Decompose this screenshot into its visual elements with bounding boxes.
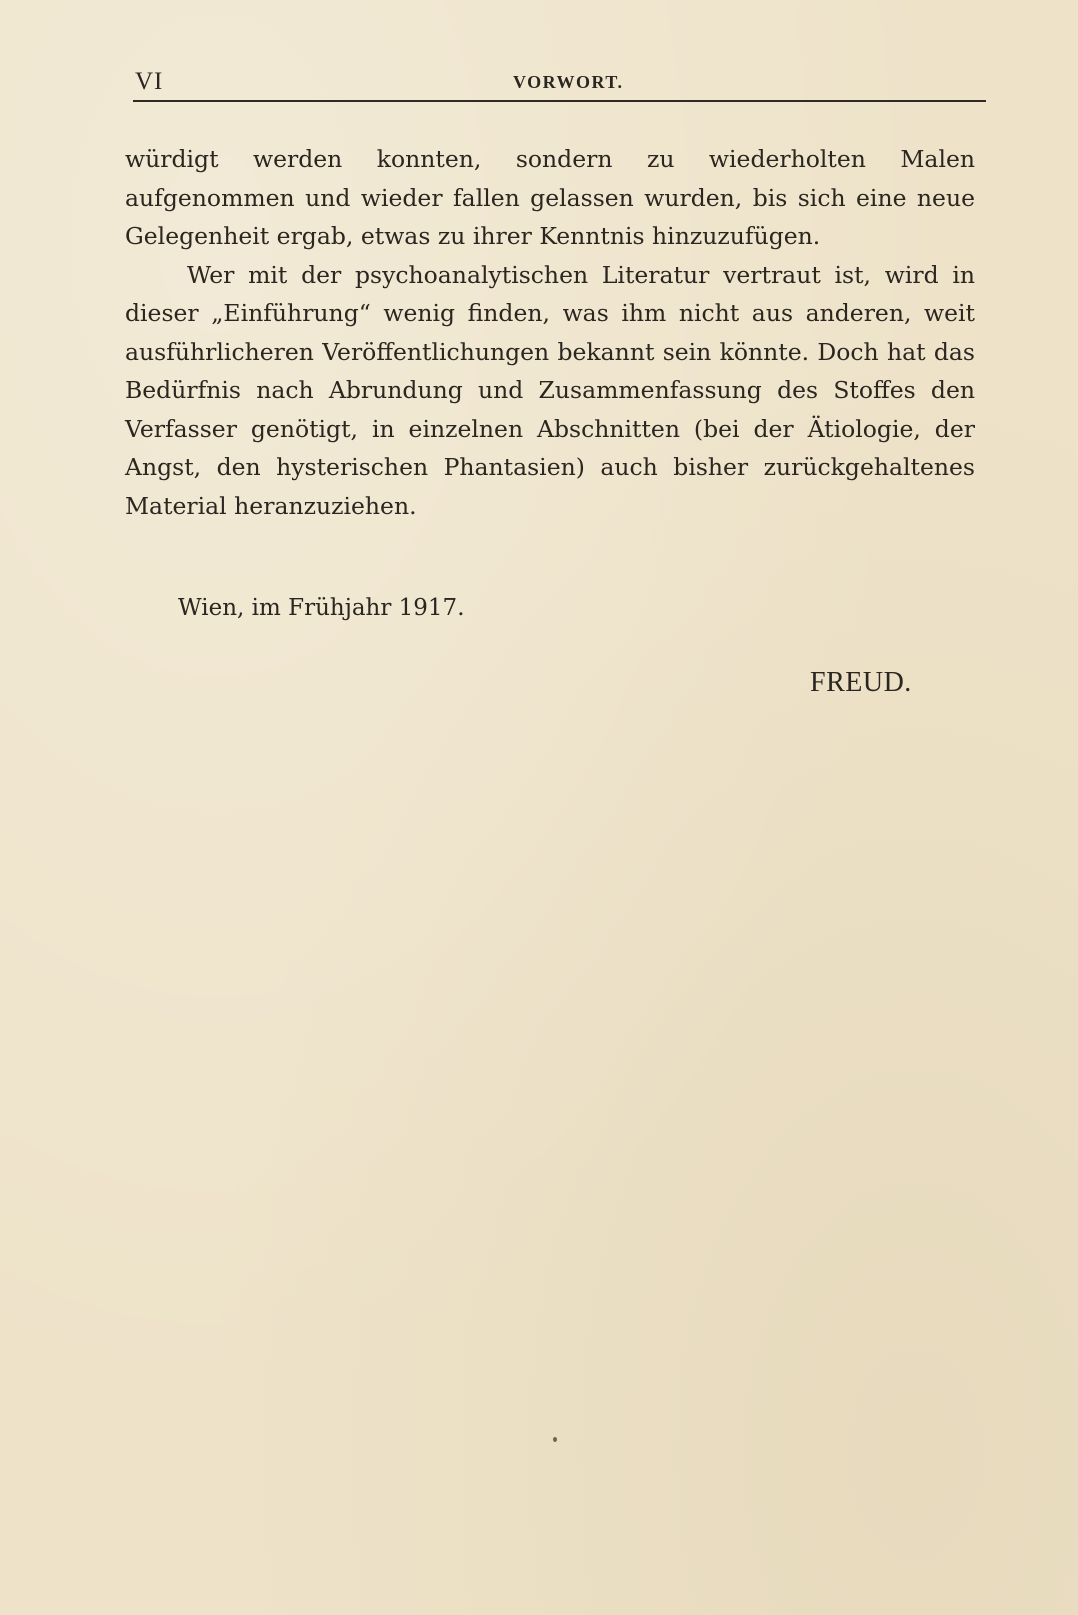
paragraph-continuation: würdigt werden konnten, sondern zu wiederholten Malen aufgenommen und wieder fallen gelassen wurden, bis sich eine neue Gelegenheit ergab, etwas zu ihrer Kenntnis hinzuzufügen. (125, 145, 975, 250)
paper-speck (553, 1437, 557, 1442)
author-signature: FREUD. (810, 667, 912, 698)
paragraph-main: Wer mit der psychoanalytischen Literatur vertraut ist, wird in dieser „Einführung“ wenig finden, was ihm nicht aus anderen, weit ausführlicheren Veröffentlichungen bekannt sein könnte. Doch hat das Bedürfnis nach Abrundung und Zusammenfassung des Stoffes den Verfasser genötigt, in einzelnen Abschnitten (bei der Ätiologie, der Angst, den hysterischen Phantasien) auch bisher zurückgehaltenes Material heranzuziehen. (125, 260, 975, 520)
header-rule (133, 100, 986, 102)
running-header (133, 66, 986, 96)
running-title: VORWORT. (513, 72, 624, 92)
preface-body (125, 140, 975, 525)
page-number: VI (135, 68, 164, 95)
dateline: Wien, im Frühjahr 1917. (178, 595, 465, 621)
